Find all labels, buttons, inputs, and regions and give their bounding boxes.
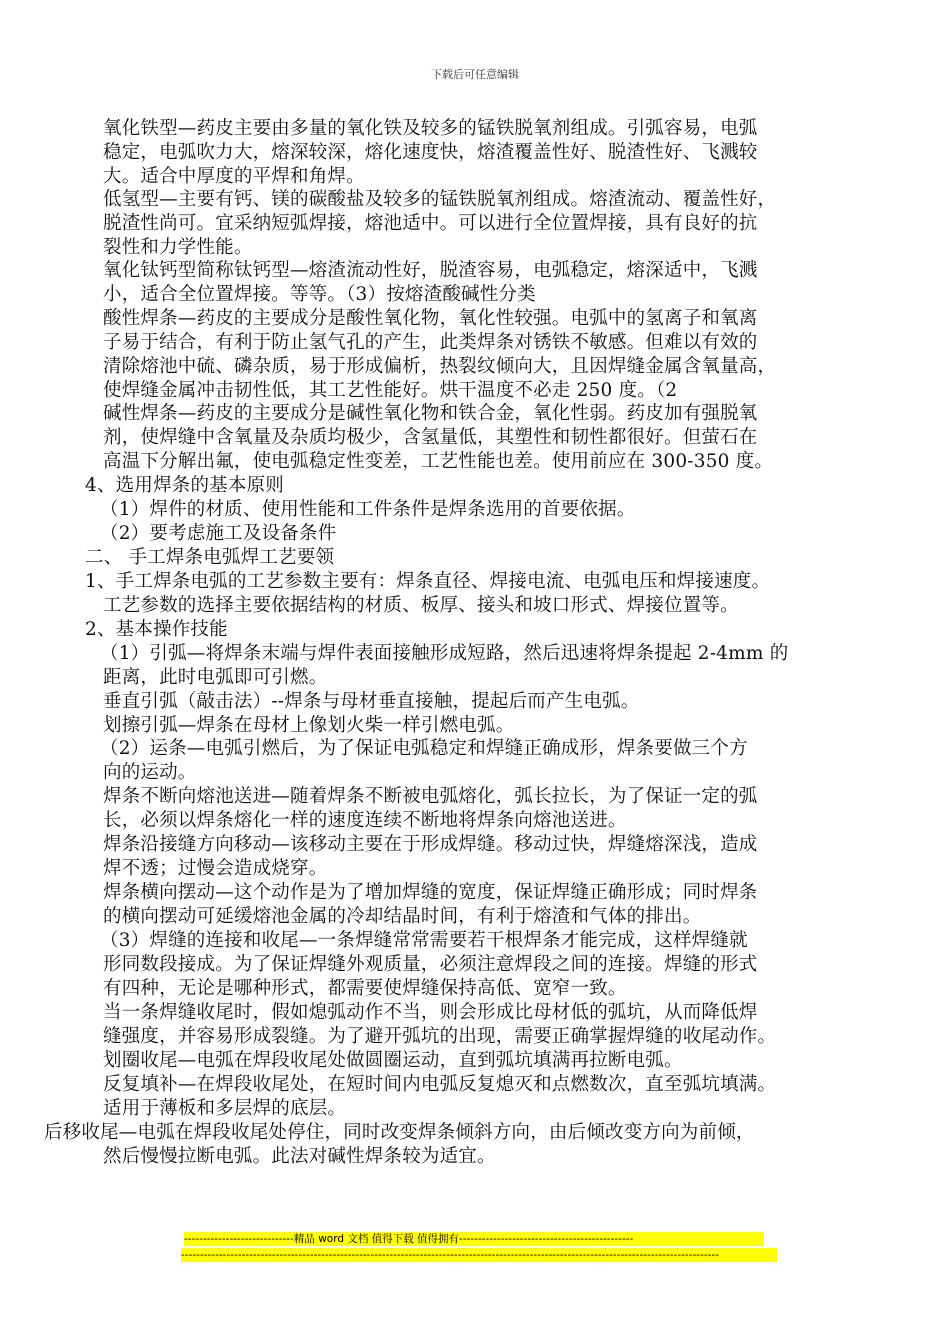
text-line: 高温下分解出氟，使电弧稳定性变差，工艺性能也差。使用前应在 300-350 度。 bbox=[103, 451, 774, 472]
text-line: 低氢型—主要有钙、镁的碳酸盐及较多的锰铁脱氧剂组成。熔渣流动、覆盖性好， bbox=[103, 189, 777, 210]
text-line: 碱性焊条—药皮的主要成分是碱性氧化物和铁合金，氧化性弱。药皮加有强脱氧 bbox=[103, 403, 758, 424]
text-line: （2）要考虑施工及设备条件 bbox=[100, 523, 337, 544]
text-line: 划圈收尾—电弧在焊段收尾处做圆圈运动，直到弧坑填满再拉断电弧。 bbox=[103, 1050, 683, 1071]
text-line: （3）焊缝的连接和收尾—一条焊缝常常需要若干根焊条才能完成，这样焊缝就 bbox=[100, 930, 748, 951]
text-line: 1、手工焊条电弧的工艺参数主要有：焊条直径、焊接电流、电弧电压和焊接速度。 bbox=[85, 571, 771, 592]
text-line: 划擦引弧—焊条在母材上像划火柴一样引燃电弧。 bbox=[103, 715, 515, 736]
text-line: 酸性焊条—药皮的主要成分是酸性氧化物，氧化性较强。电弧中的氢离子和氧离 bbox=[103, 308, 758, 329]
text-line: 垂直引弧（敲击法）--焊条与母材垂直接触，提起后而产生电弧。 bbox=[103, 691, 640, 712]
text-line: 焊条横向摆动—这个动作是为了增加焊缝的宽度，保证焊缝正确形成；同时焊条 bbox=[103, 882, 758, 903]
text-line: 后移收尾—电弧在焊段收尾处停住，同时改变焊条倾斜方向，由后倾改变方向为前倾， bbox=[44, 1122, 755, 1143]
text-line: 当一条焊缝收尾时，假如熄弧动作不当，则会形成比母材低的弧坑，从而降低焊 bbox=[103, 1002, 758, 1023]
text-line: 剂，使焊缝中含氧量及杂质均极少，含氢量低，其塑性和韧性都很好。但萤石在 bbox=[103, 427, 758, 448]
text-line: （2）运条—电弧引燃后，为了保证电弧稳定和焊缝正确成形，焊条要做三个方 bbox=[100, 738, 748, 759]
text-line: 2、基本操作技能 bbox=[85, 619, 228, 640]
text-line: 适用于薄板和多层焊的底层。 bbox=[103, 1098, 347, 1119]
text-line: 氧化铁型—药皮主要由多量的氧化铁及较多的锰铁脱氧剂组成。引弧容易，电弧 bbox=[103, 118, 758, 139]
text-line: 的横向摆动可延缓熔池金属的冷却结晶时间，有利于熔渣和气体的排出。 bbox=[103, 906, 702, 927]
text-line: 长，必须以焊条熔化一样的速度连续不断地将焊条向熔池送进。 bbox=[103, 810, 627, 831]
text-line: 氧化钛钙型简称钛钙型—熔渣流动性好，脱渣容易，电弧稳定，熔深适中，飞溅 bbox=[103, 260, 758, 281]
text-line: 裂性和力学性能。 bbox=[103, 237, 253, 258]
text-line: 反复填补—在焊段收尾处，在短时间内电弧反复熄灭和点燃数次，直至弧坑填满。 bbox=[103, 1074, 777, 1095]
text-line: （1）焊件的材质、使用性能和工件条件是焊条选用的首要依据。 bbox=[100, 499, 636, 520]
text-line: 距离，此时电弧即可引燃。 bbox=[103, 667, 328, 688]
text-line: 4、选用焊条的基本原则 bbox=[85, 475, 284, 496]
text-line: 缝强度，并容易形成裂缝。为了避开弧坑的出现，需要正确掌握焊缝的收尾动作。 bbox=[103, 1026, 777, 1047]
footer-rule: ---------------------------------------------------------------------------------------------------------------------------------------------- bbox=[181, 1248, 777, 1262]
text-line: 向的运动。 bbox=[103, 762, 197, 783]
text-line: 稳定，电弧吹力大，熔深较深，熔化速度快，熔渣覆盖性好、脱渣性好、飞溅较 bbox=[103, 142, 758, 163]
text-line: 脱渣性尚可。宜采纳短弧焊接，熔池适中。可以进行全位置焊接，具有良好的抗 bbox=[103, 213, 758, 234]
text-line: 使焊缝金属冲击韧性低，其工艺性能好。烘干温度不必走 250 度。（2 bbox=[103, 380, 678, 401]
text-line: （1）引弧—将焊条末端与焊件表面接触形成短路，然后迅速将焊条提起 2-4mm 的 bbox=[100, 643, 789, 664]
text-line: 二、 手工焊条电弧焊工艺要领 bbox=[85, 547, 335, 568]
page-header: 下载后可任意编辑 bbox=[431, 68, 519, 81]
text-line: 清除熔池中硫、磷杂质，易于形成偏析，热裂纹倾向大，且因焊缝金属含氧量高， bbox=[103, 356, 777, 377]
text-line: 焊不透；过慢会造成烧穿。 bbox=[103, 858, 328, 879]
text-line: 然后慢慢拉断电弧。此法对碱性焊条较为适宜。 bbox=[103, 1146, 496, 1167]
text-line: 大。适合中厚度的平焊和角焊。 bbox=[103, 166, 365, 187]
text-line: 形同数段接成。为了保证焊缝外观质量，必须注意焊段之间的连接。焊缝的形式 bbox=[103, 954, 758, 975]
text-line: 小，适合全位置焊接。等等。（3）按熔渣酸碱性分类 bbox=[103, 284, 536, 305]
footer-banner: -----------------------------精品 word 文档 值得下载 值得拥有---------------------------------------------- bbox=[184, 1232, 764, 1246]
text-line: 焊条不断向熔池送进—随着焊条不断被电弧熔化，弧长拉长，为了保证一定的弧 bbox=[103, 786, 758, 807]
text-line: 工艺参数的选择主要依据结构的材质、板厚、接头和坡口形式、焊接位置等。 bbox=[103, 595, 739, 616]
text-line: 子易于结合，有利于防止氢气孔的产生，此类焊条对锈铁不敏感。但难以有效的 bbox=[103, 332, 758, 353]
text-line: 焊条沿接缝方向移动—该移动主要在于形成焊缝。移动过快，焊缝熔深浅，造成 bbox=[103, 834, 758, 855]
text-line: 有四种，无论是哪种形式，都需要使焊缝保持高低、宽窄一致。 bbox=[103, 978, 627, 999]
